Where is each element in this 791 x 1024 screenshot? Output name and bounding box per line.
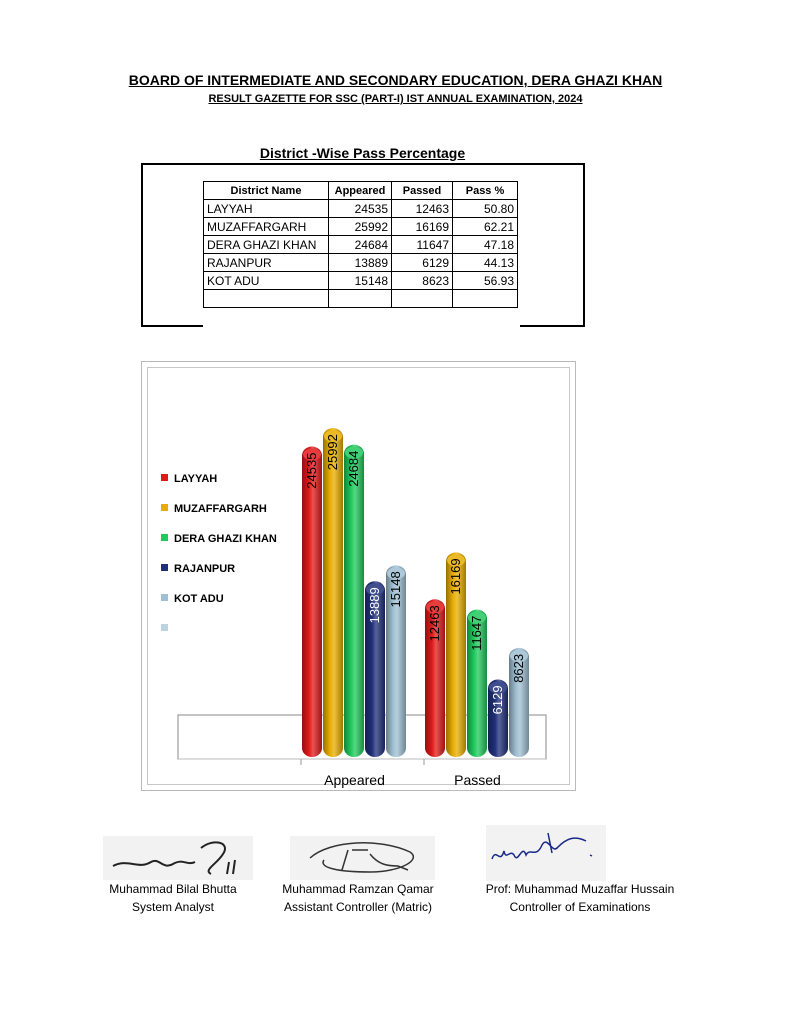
bar-passed-2 xyxy=(446,552,466,757)
legend-swatch-2 xyxy=(161,504,168,511)
bar-appeared-4 xyxy=(365,581,385,757)
bar-passed-1 xyxy=(425,599,445,757)
bar-value-label: 11647 xyxy=(469,615,484,651)
bar-value-label: 16169 xyxy=(448,558,463,595)
cell-name: DERA GHAZI KHAN xyxy=(204,236,329,254)
cell-appeared: 13889 xyxy=(329,254,392,272)
bar-value-label: 24684 xyxy=(346,450,361,487)
legend-label-5: KOT ADU xyxy=(174,593,224,605)
chart-x-labels xyxy=(324,772,501,788)
cell-pct: 50.80 xyxy=(453,200,518,218)
bar-passed-3 xyxy=(467,610,487,757)
bar-appeared-1 xyxy=(302,447,322,757)
signature-block-1 xyxy=(88,880,258,916)
cell-passed: 16169 xyxy=(392,218,453,236)
signature-block-3 xyxy=(470,880,690,916)
col-district-name: District Name xyxy=(204,182,329,200)
bar-value-label: 24535 xyxy=(304,452,319,489)
x-label-appeared: Appeared xyxy=(324,772,385,788)
signatory-title: Controller of Examinations xyxy=(509,900,651,914)
legend-swatch-3 xyxy=(161,534,168,541)
bar-value-label: 15148 xyxy=(388,571,403,608)
signatory-name: Muhammad Ramzan Qamar xyxy=(282,882,434,896)
legend-label-3: DERA GHAZI KHAN xyxy=(174,533,277,545)
bar-value-label: 8623 xyxy=(511,653,526,683)
bar-body xyxy=(344,445,364,757)
legend-label-4: RAJANPUR xyxy=(174,563,236,575)
col-pass-pct: Pass % xyxy=(453,182,518,200)
bar-value-label: 12463 xyxy=(427,605,442,642)
bar-appeared-2 xyxy=(323,428,343,757)
cell-pct: 47.18 xyxy=(453,236,518,254)
legend-swatch-5 xyxy=(161,594,168,601)
bar-passed-4 xyxy=(488,679,508,757)
cell-appeared: 24535 xyxy=(329,200,392,218)
bar-body xyxy=(323,428,343,757)
cell-appeared: 15148 xyxy=(329,272,392,290)
signatory-name: Muhammad Bilal Bhutta xyxy=(109,882,237,896)
board-title: BOARD OF INTERMEDIATE AND SECONDARY EDUCATION, DERA GHAZI KHAN xyxy=(128,72,663,88)
bar-passed-5 xyxy=(509,648,529,757)
signature-bilal-bhutta xyxy=(103,836,253,880)
chart-legend xyxy=(161,473,277,631)
signatory-title: Assistant Controller (Matric) xyxy=(283,900,433,914)
signature-muzaffar-hussain xyxy=(486,825,606,881)
gazette-title: RESULT GAZETTE FOR SSC (PART-I) IST ANNUAL EXAMINATION, 2024 xyxy=(208,93,583,105)
cell-name: LAYYAH xyxy=(204,200,329,218)
x-label-passed: Passed xyxy=(454,772,501,788)
signatory-title: System Analyst xyxy=(131,900,215,914)
cell-passed: 12463 xyxy=(392,200,453,218)
cell-passed: 6129 xyxy=(392,254,453,272)
bar-appeared-5 xyxy=(386,565,406,757)
section-title: District -Wise Pass Percentage xyxy=(259,145,466,161)
bar-value-label: 25992 xyxy=(325,434,340,471)
cell-name: MUZAFFARGARH xyxy=(204,218,329,236)
cell-name: RAJANPUR xyxy=(204,254,329,272)
legend-swatch-4 xyxy=(161,564,168,571)
cell-pct: 62.21 xyxy=(453,218,518,236)
col-appeared: Appeared xyxy=(329,182,392,200)
col-passed: Passed xyxy=(392,182,453,200)
legend-swatch-1 xyxy=(161,474,168,481)
bar-body xyxy=(302,447,322,757)
cell-appeared: 25992 xyxy=(329,218,392,236)
bar-appeared-3 xyxy=(344,445,364,757)
signature-block-2 xyxy=(268,880,448,916)
signatory-name: Prof: Muhammad Muzaffar Hussain xyxy=(485,882,675,896)
cell-passed: 11647 xyxy=(392,236,453,254)
cell-appeared: 24684 xyxy=(329,236,392,254)
bar-value-label: 13889 xyxy=(367,587,382,624)
legend-label-2: MUZAFFARGARH xyxy=(174,503,267,515)
chart-bars xyxy=(302,428,529,757)
cell-pct: 44.13 xyxy=(453,254,518,272)
signature-ramzan-qamar xyxy=(290,836,435,880)
cell-name: KOT ADU xyxy=(204,272,329,290)
legend-label-1: LAYYAH xyxy=(174,473,218,485)
cell-pct: 56.93 xyxy=(453,272,518,290)
legend-swatch-empty xyxy=(161,624,168,631)
cell-passed: 8623 xyxy=(392,272,453,290)
bar-value-label: 6129 xyxy=(490,685,505,715)
